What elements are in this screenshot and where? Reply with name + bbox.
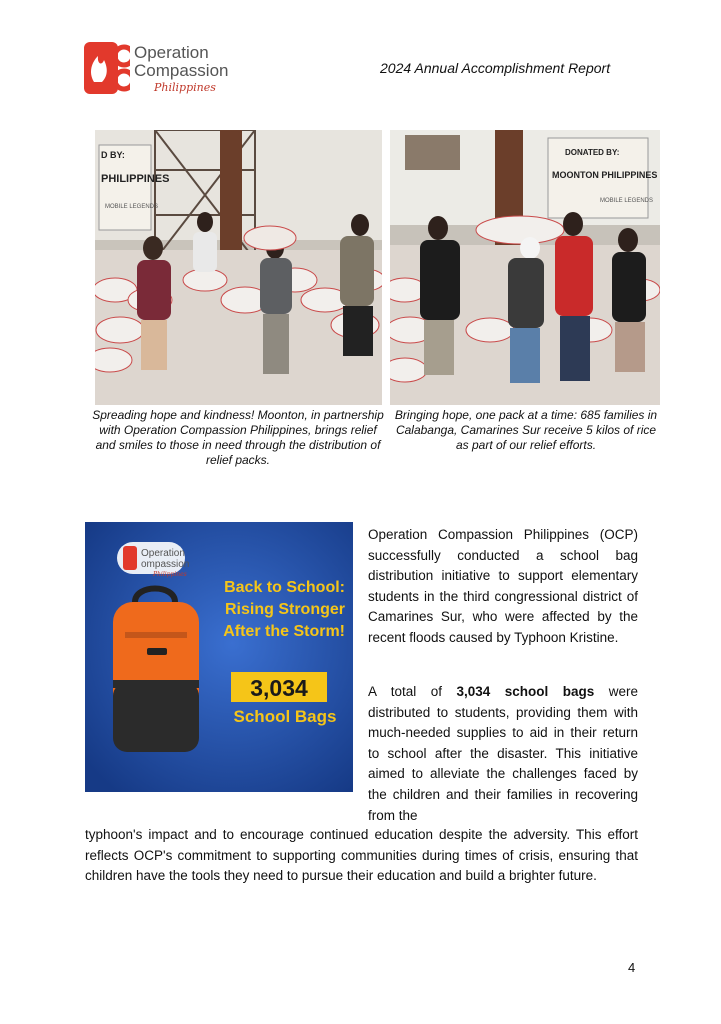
backpack-icon xyxy=(113,589,199,753)
photo-relief-distribution-left xyxy=(95,130,382,405)
caption-right: Bringing hope, one pack at a time: 685 families in Calabanga, Camarines Sur receive 5 kilos of rice as part of our relief efforts. xyxy=(394,408,658,452)
ocp-logo xyxy=(84,40,229,96)
p2-rest-a: were distributed to students, providing them with much-needed supplies to aid in their return to school after the disaster. This initiative aimed to alleviate the challenges faced by the children and their families in recovering from the xyxy=(368,684,638,823)
ocp-flame-mark xyxy=(84,42,130,94)
poster-logo-line1: Operation xyxy=(141,548,185,559)
p2-bold: 3,034 school bags xyxy=(456,684,595,699)
logo-philippines: Philippines xyxy=(154,81,216,94)
left-banner-logo: MOBILE LEGENDS xyxy=(105,204,159,210)
report-title: 2024 Annual Accomplishment Report xyxy=(380,60,611,76)
poster-headline-1: Back to School: xyxy=(224,579,345,596)
logo-operation: Operation xyxy=(134,43,209,62)
poster-logo-line2: ompassion xyxy=(141,559,190,570)
poster-headline-3: After the Storm! xyxy=(223,623,345,640)
logo-compassion: Compassion xyxy=(134,61,229,80)
right-banner-text: MOONTON PHILIPPINES xyxy=(552,170,658,180)
poster-headline-2: Rising Stronger xyxy=(224,601,345,618)
page-number: 4 xyxy=(628,960,636,975)
right-banner-logo: MOBILE LEGENDS xyxy=(600,198,654,204)
photo-rice-distribution-right xyxy=(390,130,660,405)
poster-count-label: School Bags xyxy=(233,707,337,726)
paragraph-school-bags-part1 xyxy=(368,682,638,826)
left-banner-text: PHILIPPINES xyxy=(101,173,170,185)
right-banner-prefix: DONATED BY: xyxy=(565,148,620,157)
left-banner-prefix: D BY: xyxy=(101,150,125,160)
p2-lead: A total of xyxy=(368,684,457,699)
caption-left: Spreading hope and kindness! Moonton, in partnership with Operation Compassion Philippines, brings relief and smiles to those in need through the distribution of relief packs. xyxy=(92,408,384,467)
poster-logo-script: Philippines xyxy=(153,571,187,578)
paragraph-school-bags-part2: typhoon's impact and to encourage continued education despite the adversity. This effort reflects OCP's commitment to supporting communities during times of crisis, ensuring that children have the tools they need to pursue their education and build a brighter future. xyxy=(85,827,638,884)
school-bags-poster xyxy=(85,522,353,792)
paragraph-ocp-initiative: Operation Compassion Philippines (OCP) successfully conducted a school bag distribution initiative to support elementary students in the third congressional district of Camarines Sur, who were affected by the recent floods caused by Typhoon Kristine. xyxy=(368,527,638,645)
poster-count: 3,034 xyxy=(250,675,308,701)
